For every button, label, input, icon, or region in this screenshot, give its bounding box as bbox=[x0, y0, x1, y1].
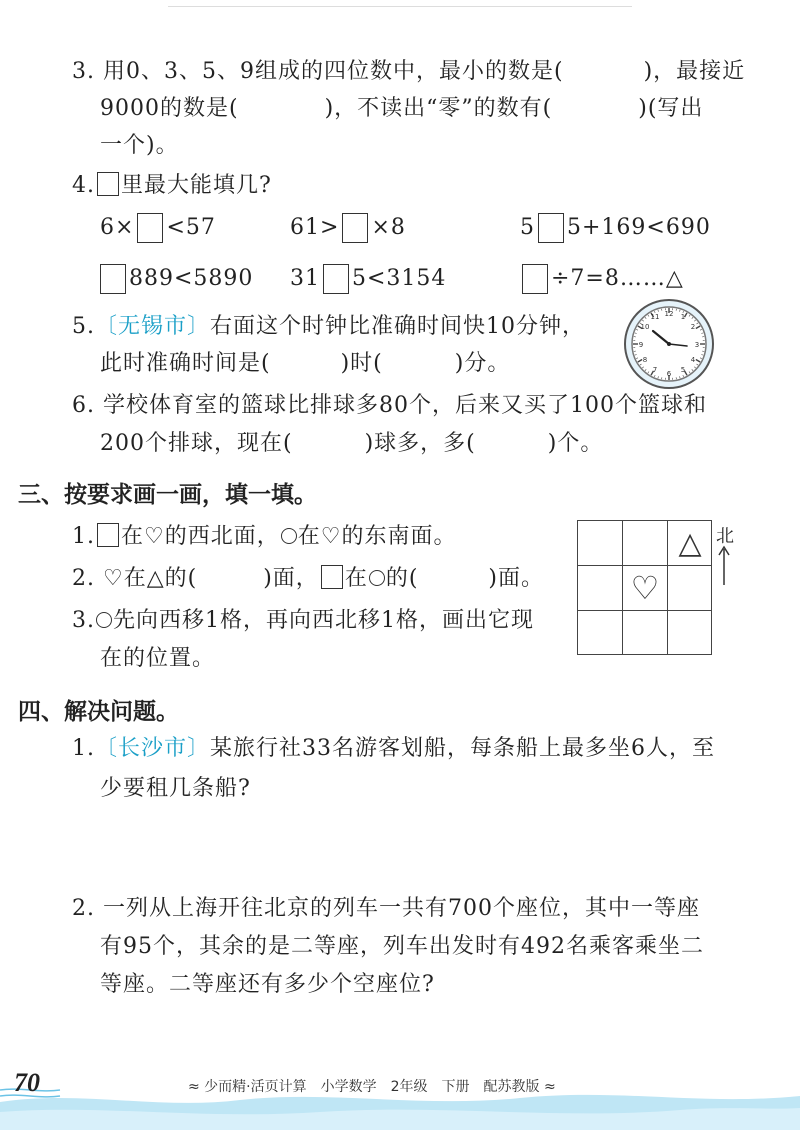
s3-line4: 在的位置。 bbox=[100, 646, 216, 671]
svg-text:1: 1 bbox=[680, 313, 686, 321]
grid-line bbox=[578, 565, 711, 566]
svg-text:2: 2 bbox=[690, 323, 696, 331]
svg-text:3: 3 bbox=[694, 341, 700, 349]
circle-icon bbox=[281, 528, 297, 544]
heart-icon: ♡ bbox=[630, 569, 660, 607]
circle-icon bbox=[96, 612, 112, 628]
answer-box[interactable] bbox=[342, 213, 368, 243]
footer-text: ≈ 少而精·活页计算 小学数学 2年级 下册 配苏教版 ≈ bbox=[188, 1079, 556, 1095]
s4-p2-line2: 有95个，其余的是二等座，列车出发时有492名乘客乘坐二 bbox=[100, 934, 704, 959]
q4-r1c2: 61> ×8 bbox=[290, 213, 406, 243]
q6-line1: 6. 学校体育室的篮球比排球多80个，后来又买了100个篮球和 bbox=[72, 393, 707, 418]
q6-line2: 200个排球，现在( )球多，多( )个。 bbox=[100, 431, 604, 456]
triangle-icon: △ bbox=[678, 526, 702, 561]
q4-r2c1: 889<5890 bbox=[100, 264, 253, 294]
svg-text:7: 7 bbox=[652, 366, 658, 374]
s4-p2-line1: 2. 一列从上海开往北京的列车一共有700个座位，其中一等座 bbox=[72, 896, 700, 921]
q4-r1c1: 6× <57 bbox=[100, 213, 216, 243]
svg-text:12: 12 bbox=[664, 310, 674, 318]
page-number: 70 bbox=[14, 1068, 40, 1097]
svg-text:9: 9 bbox=[638, 341, 644, 349]
svg-text:8: 8 bbox=[642, 356, 648, 364]
q5-line1: 5.〔无锡市〕右面这个时钟比准确时间快10分钟， bbox=[72, 314, 586, 339]
grid-line bbox=[667, 521, 668, 654]
grid-line bbox=[622, 521, 623, 654]
region-tag: 〔长沙市〕 bbox=[95, 736, 211, 761]
square-icon bbox=[97, 523, 119, 547]
section4-heading: 四、解决问题。 bbox=[18, 699, 179, 725]
square-icon bbox=[321, 565, 343, 589]
q3-line2: 9000的数是( )，不读出“零”的数有( )(写出 bbox=[100, 96, 704, 121]
answer-box[interactable] bbox=[137, 213, 163, 243]
svg-text:5: 5 bbox=[680, 366, 686, 374]
svg-text:4: 4 bbox=[690, 356, 696, 364]
s3-line2: 2. ♡在△的( )面， 在 的( )面。 bbox=[72, 566, 545, 591]
s3-line3: 3. 先向西移1格，再向西北移1格，画出它现 bbox=[72, 608, 534, 633]
region-tag: 〔无锡市〕 bbox=[95, 314, 211, 339]
s4-p2-line3: 等座。二等座还有多少个空座位? bbox=[100, 972, 435, 997]
q3-line3: 一个)。 bbox=[100, 133, 179, 158]
section3-heading: 三、按要求画一画，填一填。 bbox=[18, 482, 317, 508]
answer-box[interactable] bbox=[538, 213, 564, 243]
s3-line1: 1. 在♡的西北面， 在♡的东南面。 bbox=[72, 524, 457, 549]
s4-p1-line1: 1.〔长沙市〕某旅行社33名游客划船，每条船上最多坐6人，至 bbox=[72, 736, 716, 761]
answer-box[interactable] bbox=[100, 264, 126, 294]
direction-grid[interactable] bbox=[577, 520, 712, 655]
answer-box[interactable] bbox=[323, 264, 349, 294]
top-rule bbox=[168, 6, 632, 7]
north-arrow-icon bbox=[717, 545, 731, 587]
answer-box[interactable] bbox=[522, 264, 548, 294]
q4-r2c2: 31 5<3154 bbox=[290, 264, 446, 294]
q4-r1c3: 5 5+169<690 bbox=[520, 213, 711, 243]
q4-title: 4. 里最大能填几? bbox=[72, 173, 272, 198]
q4-r2c3: ÷7=8……△ bbox=[522, 264, 684, 294]
q5-line2: 此时准确时间是( )时( )分。 bbox=[100, 351, 511, 376]
svg-text:6: 6 bbox=[666, 370, 672, 378]
north-label: 北 bbox=[716, 526, 734, 547]
grid-line bbox=[578, 610, 711, 611]
svg-text:11: 11 bbox=[650, 313, 660, 321]
svg-text:10: 10 bbox=[640, 323, 650, 331]
s4-p1-line2: 少要租几条船? bbox=[100, 776, 251, 801]
blank-box-icon bbox=[97, 172, 119, 196]
circle-icon bbox=[369, 570, 385, 586]
clock-icon bbox=[623, 298, 715, 390]
q3-line1: 3. 用0、3、5、9组成的四位数中，最小的数是( )，最接近 bbox=[72, 59, 746, 84]
